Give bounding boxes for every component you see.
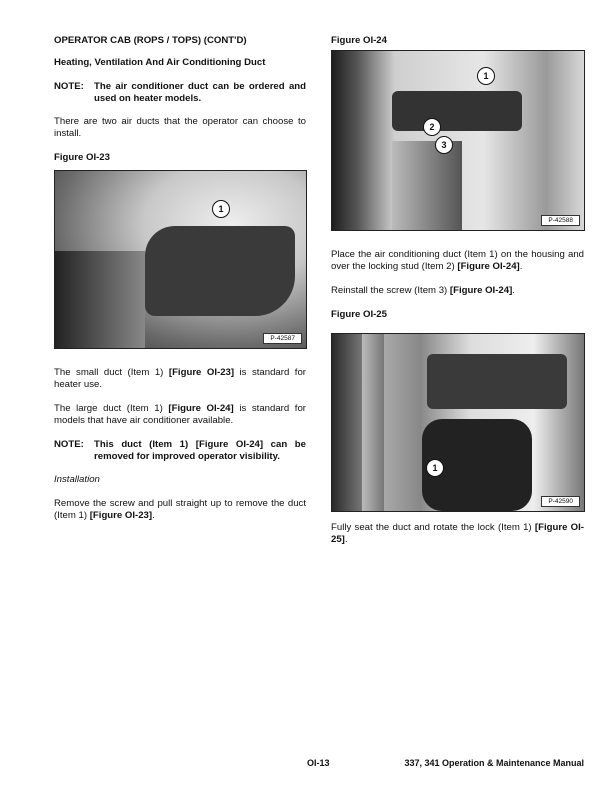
callout-3: 3 [435,136,453,154]
photo-id: P-42588 [541,215,580,226]
installation-heading: Installation [54,474,100,485]
figure-caption: Figure OI-23 [54,152,110,163]
paragraph: Remove the screw and pull straight up to remove the duct (Item 1) [Figure OI-23]. [54,498,306,521]
note-text: The air conditioner duct can be ordered and used on heater models. [94,81,306,104]
note-text: This duct (Item 1) [Figure OI-24] can be removed for improved operator visibility. [94,439,306,462]
paragraph: Reinstall the screw (Item 3) [Figure OI-24]. [331,285,515,296]
figure-oi-23-photo [54,170,307,349]
note-2 [54,439,306,463]
callout-1: 1 [426,459,444,477]
photo-id: P-42590 [541,496,580,507]
paragraph: Place the air conditioning duct (Item 1) on the housing and over the locking stud (Item 2) [Figure OI-24]. [331,249,584,272]
subheading: Heating, Ventilation And Air Conditioning Duct [54,57,266,68]
figure-oi-25-photo [331,333,585,512]
note-label: NOTE: [54,81,84,92]
photo-id: P-42587 [263,333,302,344]
paragraph: The large duct (Item 1) [Figure OI-24] is standard for models that have air conditioner available. [54,403,306,426]
callout-1: 1 [477,67,495,85]
figure-caption: Figure OI-24 [331,35,387,46]
figure-oi-24-photo [331,50,585,231]
paragraph: The small duct (Item 1) [Figure OI-23] is standard for heater use. [54,367,306,390]
note-1 [54,81,306,105]
paragraph: Fully seat the duct and rotate the lock (Item 1) [Figure OI-25]. [331,522,584,545]
callout-1: 1 [212,200,230,218]
note-label: NOTE: [54,439,84,450]
figure-caption: Figure OI-25 [331,309,387,320]
paragraph: There are two air ducts that the operator can choose to install. [54,116,306,139]
manual-title: 337, 341 Operation & Maintenance Manual [404,758,584,768]
callout-2: 2 [423,118,441,136]
page-number: OI-13 [307,758,330,768]
section-title: OPERATOR CAB (ROPS / TOPS) (CONT'D) [54,35,247,46]
